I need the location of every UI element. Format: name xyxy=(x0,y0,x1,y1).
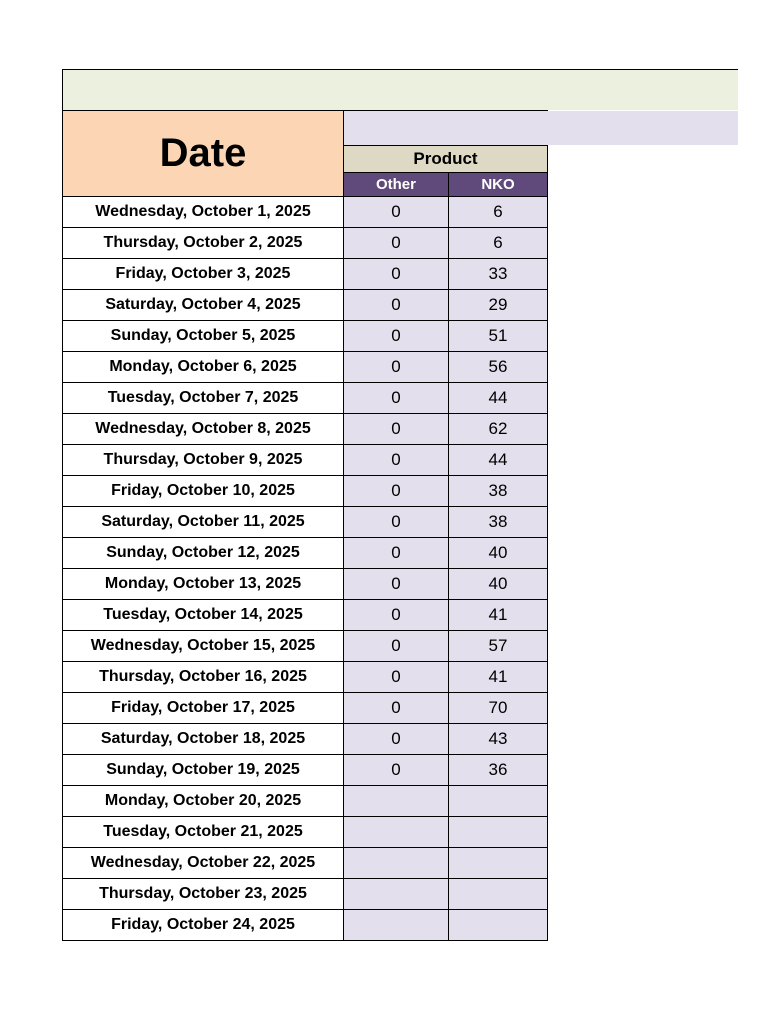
table-row xyxy=(62,228,548,259)
table-row xyxy=(62,693,548,724)
other-cell[interactable]: 0 xyxy=(344,352,449,383)
other-cell[interactable]: 0 xyxy=(344,538,449,569)
other-cell[interactable]: 0 xyxy=(344,662,449,693)
date-cell[interactable]: Tuesday, October 21, 2025 xyxy=(62,817,344,848)
table-row xyxy=(62,476,548,507)
table-row xyxy=(62,786,548,817)
date-cell[interactable]: Saturday, October 18, 2025 xyxy=(62,724,344,755)
other-cell[interactable]: 0 xyxy=(344,755,449,786)
other-cell[interactable] xyxy=(344,879,449,910)
other-cell[interactable]: 0 xyxy=(344,569,449,600)
nko-cell[interactable]: 6 xyxy=(449,197,548,228)
date-cell[interactable]: Thursday, October 16, 2025 xyxy=(62,662,344,693)
table-row xyxy=(62,879,548,910)
date-cell[interactable]: Sunday, October 19, 2025 xyxy=(62,755,344,786)
table-row xyxy=(62,445,548,476)
other-cell[interactable]: 0 xyxy=(344,197,449,228)
date-column-header[interactable]: Date xyxy=(62,111,344,197)
date-cell[interactable]: Friday, October 17, 2025 xyxy=(62,693,344,724)
other-column-header[interactable]: Other xyxy=(344,173,449,197)
nko-cell[interactable]: 44 xyxy=(449,383,548,414)
date-cell[interactable]: Thursday, October 9, 2025 xyxy=(62,445,344,476)
date-cell[interactable]: Friday, October 10, 2025 xyxy=(62,476,344,507)
nko-cell[interactable]: 29 xyxy=(449,290,548,321)
table-row xyxy=(62,631,548,662)
table-row xyxy=(62,662,548,693)
nko-cell[interactable]: 41 xyxy=(449,662,548,693)
date-cell[interactable]: Wednesday, October 22, 2025 xyxy=(62,848,344,879)
other-cell[interactable] xyxy=(344,848,449,879)
date-cell[interactable]: Wednesday, October 1, 2025 xyxy=(62,197,344,228)
other-cell[interactable]: 0 xyxy=(344,259,449,290)
other-cell[interactable] xyxy=(344,786,449,817)
date-cell[interactable]: Tuesday, October 7, 2025 xyxy=(62,383,344,414)
table-row xyxy=(62,383,548,414)
table-row xyxy=(62,321,548,352)
nko-cell[interactable]: 51 xyxy=(449,321,548,352)
date-cell[interactable]: Thursday, October 23, 2025 xyxy=(62,879,344,910)
data-rows xyxy=(62,197,548,941)
nko-cell[interactable]: 40 xyxy=(449,538,548,569)
other-cell[interactable]: 0 xyxy=(344,321,449,352)
nko-cell[interactable] xyxy=(449,879,548,910)
product-group-header[interactable]: Product xyxy=(344,145,548,173)
nko-cell[interactable] xyxy=(449,786,548,817)
table-row xyxy=(62,197,548,228)
date-cell[interactable]: Saturday, October 4, 2025 xyxy=(62,290,344,321)
other-cell[interactable]: 0 xyxy=(344,724,449,755)
subtitle-band xyxy=(344,111,738,145)
other-cell[interactable]: 0 xyxy=(344,290,449,321)
date-cell[interactable]: Sunday, October 5, 2025 xyxy=(62,321,344,352)
nko-cell[interactable]: 70 xyxy=(449,693,548,724)
nko-cell[interactable]: 38 xyxy=(449,476,548,507)
nko-cell[interactable] xyxy=(449,910,548,941)
nko-cell[interactable] xyxy=(449,817,548,848)
other-cell[interactable] xyxy=(344,817,449,848)
date-cell[interactable]: Monday, October 13, 2025 xyxy=(62,569,344,600)
nko-column-header[interactable]: NKO xyxy=(449,173,548,197)
other-cell[interactable]: 0 xyxy=(344,414,449,445)
date-cell[interactable]: Sunday, October 12, 2025 xyxy=(62,538,344,569)
date-cell[interactable]: Monday, October 20, 2025 xyxy=(62,786,344,817)
date-cell[interactable]: Saturday, October 11, 2025 xyxy=(62,507,344,538)
table-row xyxy=(62,538,548,569)
other-cell[interactable]: 0 xyxy=(344,383,449,414)
table-row xyxy=(62,352,548,383)
table-row xyxy=(62,569,548,600)
table-row xyxy=(62,600,548,631)
title-band-left-border xyxy=(62,69,63,111)
nko-cell[interactable]: 41 xyxy=(449,600,548,631)
table-row xyxy=(62,724,548,755)
nko-cell[interactable]: 6 xyxy=(449,228,548,259)
table-row xyxy=(62,755,548,786)
nko-cell[interactable]: 44 xyxy=(449,445,548,476)
other-cell[interactable]: 0 xyxy=(344,228,449,259)
other-cell[interactable]: 0 xyxy=(344,693,449,724)
date-cell[interactable]: Wednesday, October 15, 2025 xyxy=(62,631,344,662)
table-row xyxy=(62,414,548,445)
date-cell[interactable]: Tuesday, October 14, 2025 xyxy=(62,600,344,631)
nko-cell[interactable]: 57 xyxy=(449,631,548,662)
other-cell[interactable]: 0 xyxy=(344,600,449,631)
title-band xyxy=(62,69,738,110)
nko-cell[interactable]: 36 xyxy=(449,755,548,786)
table-row xyxy=(62,848,548,879)
date-cell[interactable]: Monday, October 6, 2025 xyxy=(62,352,344,383)
date-cell[interactable]: Thursday, October 2, 2025 xyxy=(62,228,344,259)
other-cell[interactable] xyxy=(344,910,449,941)
other-cell[interactable]: 0 xyxy=(344,476,449,507)
date-cell[interactable]: Friday, October 3, 2025 xyxy=(62,259,344,290)
other-cell[interactable]: 0 xyxy=(344,445,449,476)
date-cell[interactable]: Friday, October 24, 2025 xyxy=(62,910,344,941)
table-row xyxy=(62,259,548,290)
nko-cell[interactable]: 33 xyxy=(449,259,548,290)
other-cell[interactable]: 0 xyxy=(344,631,449,662)
date-cell[interactable]: Wednesday, October 8, 2025 xyxy=(62,414,344,445)
table-row xyxy=(62,507,548,538)
nko-cell[interactable]: 43 xyxy=(449,724,548,755)
table-row xyxy=(62,290,548,321)
table-row xyxy=(62,910,548,941)
nko-cell[interactable]: 40 xyxy=(449,569,548,600)
nko-cell[interactable] xyxy=(449,848,548,879)
nko-cell[interactable]: 62 xyxy=(449,414,548,445)
other-cell[interactable]: 0 xyxy=(344,507,449,538)
nko-cell[interactable]: 38 xyxy=(449,507,548,538)
nko-cell[interactable]: 56 xyxy=(449,352,548,383)
table-row xyxy=(62,817,548,848)
